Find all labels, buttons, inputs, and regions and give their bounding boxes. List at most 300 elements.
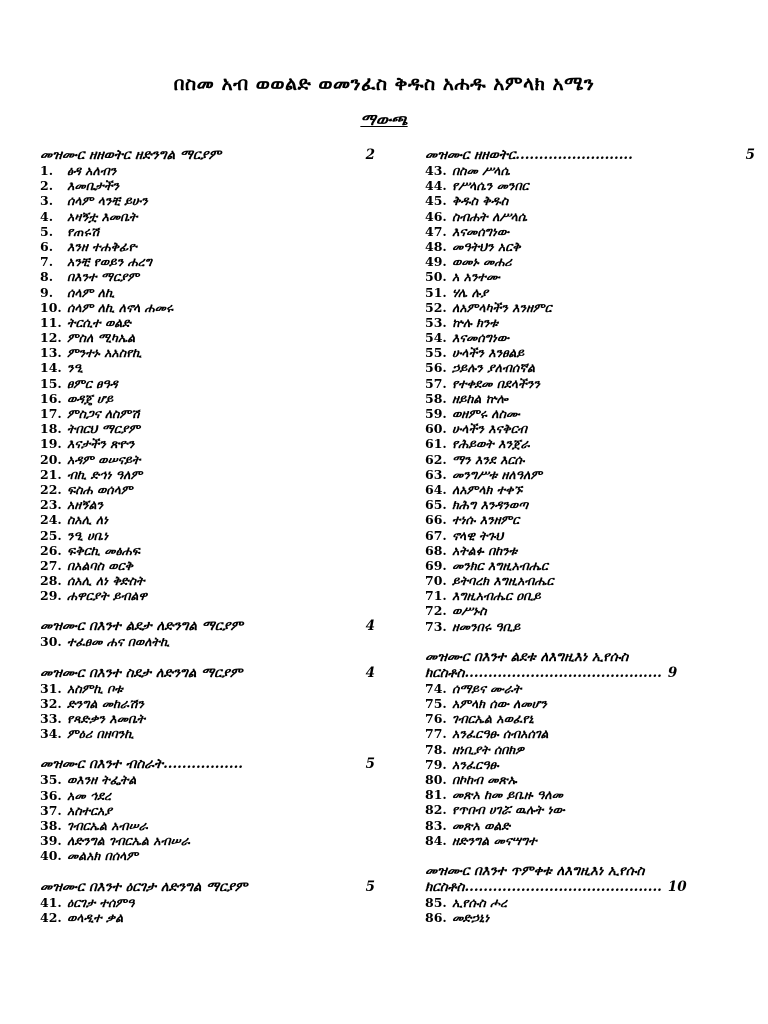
hymn-number: 45.: [425, 193, 447, 209]
hymn-number: 66.: [425, 512, 447, 528]
hymn-entry: [40, 772, 375, 787]
hymn-entry: [40, 224, 375, 239]
section-page-number: 4: [365, 664, 375, 681]
hymn-number: 56.: [425, 360, 447, 376]
hymn-title: በስመ ሥላሴ: [452, 163, 510, 178]
hymn-title: እናመሰግነው: [452, 223, 509, 239]
hymn-entry: [425, 603, 755, 618]
hymn-title: ሃሌ ሉያ: [452, 284, 488, 300]
toc-section: [425, 863, 755, 925]
hymn-list: [425, 681, 755, 848]
hymn-number: 35.: [40, 772, 62, 788]
hymn-title: ዕርገታ ተሰምዓ: [67, 894, 135, 910]
hymn-entry: [40, 269, 375, 284]
hymn-number: 76.: [425, 711, 447, 727]
hymn-entry: [40, 482, 375, 497]
hymn-title: ኖላዊ ትጉህ: [452, 527, 504, 543]
hymn-number: 23.: [40, 497, 62, 513]
hymn-title: አዘኝልን: [67, 497, 104, 513]
hymn-number: 84.: [425, 832, 447, 848]
hymn-number: 48.: [425, 238, 447, 254]
hymn-title: አመ ኅደረ: [67, 787, 111, 803]
hymn-title: አንፈርዓፁ ሰብአሰገል: [452, 726, 549, 742]
hymn-title: ለአምላክ ተቀኙ: [452, 481, 523, 497]
hymn-entry: [40, 254, 375, 269]
hymn-number: 16.: [40, 390, 62, 406]
section-spacer: [40, 741, 375, 756]
hymn-entry: [425, 421, 755, 436]
hymn-number: 12.: [40, 330, 62, 346]
hymn-number: 54.: [425, 330, 447, 346]
hymn-entry: [425, 497, 755, 512]
hymn-entry: [425, 285, 755, 300]
hymn-number: 57.: [425, 375, 447, 391]
hymn-entry: [40, 696, 375, 711]
hymn-entry: [40, 163, 375, 178]
hymn-entry: [425, 315, 755, 330]
hymn-number: 31.: [40, 680, 62, 696]
hymn-number: 37.: [40, 802, 62, 818]
hymn-number: 10.: [40, 299, 62, 315]
hymn-entry: [40, 512, 375, 527]
hymn-entry: [425, 726, 755, 741]
toc-section: [40, 147, 375, 603]
hymn-entry: [425, 742, 755, 757]
section-heading-text: መዝሙር ዘዘወትር.........................: [425, 147, 633, 163]
hymn-title: ኵሉ ክንቱ: [452, 314, 498, 330]
hymn-entry: [425, 163, 755, 178]
hymn-entry: [425, 193, 755, 208]
hymn-entry: [40, 209, 375, 224]
hymn-number: 2.: [40, 178, 54, 194]
section-heading-text: መዝሙር በእንተ ዕርገታ ለድንግል ማርያም: [40, 878, 248, 895]
hymn-title: ሰላም ለኪ ለኖላ ሐመሩ: [67, 299, 174, 315]
hymn-title: ትርሲተ ወልድ: [67, 314, 131, 330]
section-heading-text: መዝሙር በእንተ ስደታ ለድንግል ማርያም: [40, 664, 243, 681]
hymn-list: [40, 163, 375, 603]
hymn-entry: [425, 696, 755, 711]
hymn-number: 7.: [40, 254, 54, 270]
hymn-title: ወላዲተ ቃል: [67, 909, 124, 925]
hymn-title: እግዚአብሔር ዐቢይ: [452, 588, 541, 604]
left-column: [40, 147, 375, 925]
hymn-entry: [425, 452, 755, 467]
hymn-number: 8.: [40, 269, 54, 285]
hymn-number: 81.: [425, 787, 447, 803]
hymn-entry: [425, 391, 755, 406]
hymn-number: 20.: [40, 451, 62, 467]
hymn-entry: [425, 588, 755, 603]
hymn-title: አምላክ ሰው ለመሆን: [452, 696, 547, 711]
hymn-title: አስምኪ ቦቱ: [67, 680, 123, 696]
section-page-number: 5: [745, 147, 755, 163]
hymn-entry: [425, 818, 755, 833]
hymn-entry: [40, 895, 375, 910]
hymn-entry: [425, 512, 755, 527]
hymn-number: 25.: [40, 527, 62, 543]
hymn-number: 17.: [40, 406, 62, 421]
hymn-title: ኢየሱስ ሖረ: [452, 894, 508, 910]
hymn-number: 19.: [40, 436, 62, 452]
hymn-number: 71.: [425, 588, 447, 604]
section-heading: [40, 618, 375, 634]
hymn-entry: [40, 452, 375, 467]
hymn-title: የሥላሴን መንበር: [452, 178, 529, 194]
hymn-title: ሰላም ላንቺ ይሁን: [67, 193, 148, 209]
hymn-entry: [425, 528, 755, 543]
hymn-entry: [40, 910, 375, 925]
section-heading-text: መዝሙር በእንተ ልደቱ ለእግዚእነ ኢየሱስ ክርስቶስ..........................................: [425, 648, 662, 681]
hymn-number: 44.: [425, 178, 447, 194]
hymn-title: አትልፉ በከንቱ: [452, 542, 518, 558]
hymn-number: 51.: [425, 284, 447, 300]
right-column: [425, 147, 755, 925]
hymn-title: ፍቅርኪ መፅሐፍ: [67, 542, 140, 558]
toc-section: [40, 879, 375, 925]
hymn-list: [425, 895, 755, 925]
hymn-entry: [425, 345, 755, 360]
hymn-title: ተነሱ እንዘምር: [452, 512, 520, 528]
hymn-title: ኃይሉን ያለብሰኛል: [452, 360, 536, 376]
hymn-number: 36.: [40, 787, 62, 803]
hymn-title: ድንግል መከራሽን: [67, 695, 144, 711]
hymn-entry: [40, 681, 375, 696]
hymn-title: የተቀደመ በደላችንን: [452, 375, 540, 391]
hymn-number: 50.: [425, 269, 447, 285]
hymn-title: ሰላም ለኪ: [67, 284, 115, 300]
hymn-number: 74.: [425, 680, 447, 696]
hymn-entry: [40, 543, 375, 558]
hymn-entry: [40, 497, 375, 512]
hymn-entry: [425, 224, 755, 239]
hymn-title: መልአክ በሰላም: [67, 848, 139, 864]
hymn-entry: [425, 467, 755, 482]
hymn-entry: [425, 360, 755, 375]
hymn-number: 80.: [425, 771, 447, 787]
hymn-entry: [425, 178, 755, 193]
hymn-title: ሰአሊ ለነ ቅድስት: [67, 573, 145, 589]
hymn-title: ምስለ ሚካኤል: [67, 330, 136, 346]
hymn-number: 53.: [425, 314, 447, 330]
hymn-entry: [425, 209, 755, 224]
hymn-entry: [425, 330, 755, 345]
hymn-number: 14.: [40, 360, 62, 376]
hymn-number: 6.: [40, 238, 54, 254]
section-heading: [40, 879, 375, 895]
hymn-entry: [40, 803, 375, 818]
hymn-list: [40, 895, 375, 925]
hymn-title: ክሕግ እንዳንወጣ: [452, 497, 529, 513]
hymn-number: 3.: [40, 193, 54, 209]
hymn-title: መጽአ ወልድ: [452, 817, 511, 833]
hymn-number: 67.: [425, 527, 447, 543]
hymn-entry: [425, 406, 755, 421]
hymn-title: ሁላችን እንፀልይ: [452, 345, 525, 361]
hymn-title: ስአሊ ለነ: [67, 512, 108, 528]
hymn-entry: [40, 315, 375, 330]
hymn-number: 61.: [425, 436, 447, 452]
hymn-number: 33.: [40, 711, 62, 726]
hymn-title: አንቺ የወይን ሐረግ: [67, 254, 152, 270]
hymn-title: ፍስሐ ወሰላም: [67, 481, 133, 497]
hymn-number: 69.: [425, 557, 447, 573]
toc-section: [425, 147, 755, 634]
hymn-number: 86.: [425, 910, 447, 926]
hymn-number: 18.: [40, 421, 62, 437]
hymn-number: 26.: [40, 542, 62, 558]
hymn-entry: [40, 818, 375, 833]
hymn-number: 40.: [40, 848, 62, 864]
hymn-entry: [40, 330, 375, 345]
hymn-entry: [425, 573, 755, 588]
section-heading-text: መዝሙር ዘዘወትር ዘድንግል ማርያም: [40, 147, 222, 163]
hymn-title: ዘነቢያት ሰበክዎ: [452, 741, 525, 757]
hymn-number: 78.: [425, 741, 447, 757]
hymn-title: አ አንተሙ: [452, 269, 500, 285]
hymn-title: መጽአ ከመ ይቤዙ ዓለመ: [452, 787, 563, 803]
hymn-entry: [40, 788, 375, 803]
hymn-number: 4.: [40, 208, 54, 224]
hymn-title: የጥበብ ሀገሯ ዉሉት ነው: [452, 802, 565, 818]
hymn-entry: [40, 634, 375, 649]
hymn-number: 28.: [40, 573, 62, 589]
hymn-entry: [40, 573, 375, 588]
hymn-number: 46.: [425, 208, 447, 224]
hymn-number: 41.: [40, 894, 62, 910]
hymn-number: 30.: [40, 634, 62, 650]
hymn-number: 13.: [40, 345, 62, 361]
section-heading: [40, 147, 375, 163]
section-heading: [40, 756, 375, 772]
hymn-number: 65.: [425, 497, 447, 513]
hymn-title: ማን እንደ እርሱ: [452, 451, 525, 467]
hymn-title: ለድንግል ገብርኤል አብሠራ: [67, 833, 190, 849]
hymn-number: 72.: [425, 603, 447, 619]
document-title: በስመ አብ ወወልድ ወመንፈስ ቅዱስ አሐዱ አምላክ አሜን: [173, 73, 595, 95]
hymn-title: ፀምር ፀዓዳ: [67, 375, 118, 391]
hymn-number: 22.: [40, 481, 62, 497]
hymn-number: 27.: [40, 557, 62, 573]
hymn-number: 73.: [425, 618, 447, 634]
hymn-number: 79.: [425, 756, 447, 772]
hymn-title: የጠሩሽ: [67, 223, 100, 239]
hymn-title: እናመሰግነው: [452, 330, 509, 346]
hymn-title: ገብርኤል አብሠራ: [67, 817, 148, 833]
section-heading-text: መዝሙር በእንተ ብስራት.................: [40, 756, 243, 773]
hymn-title: ምዕሪ በዘባንኪ: [67, 726, 134, 742]
toc-section: [40, 756, 375, 863]
hymn-number: 70.: [425, 573, 447, 589]
hymn-title: ሁላችን እናቅርብ: [452, 421, 528, 437]
hymn-title: መዓትህን አርቅ: [452, 238, 521, 254]
hymn-number: 15.: [40, 375, 62, 391]
hymn-title: እንዘ ተሐቅፊዮ: [67, 238, 137, 254]
hymn-entry: [40, 239, 375, 254]
section-page-number: 9: [667, 664, 678, 681]
hymn-number: 34.: [40, 726, 62, 742]
hymn-number: 9.: [40, 284, 54, 300]
hymn-entry: [425, 239, 755, 254]
hymn-entry: [40, 360, 375, 375]
hymn-entry: [40, 436, 375, 451]
hymn-entry: [425, 802, 755, 817]
hymn-entry: [40, 421, 375, 436]
hymn-entry: [40, 848, 375, 863]
hymn-title: ንዒ: [67, 360, 83, 376]
hymn-entry: [425, 619, 755, 634]
hymn-list: [425, 163, 755, 634]
hymn-title: ይትባረክ እግዚአብሔር: [452, 573, 554, 589]
hymn-number: 62.: [425, 451, 447, 467]
hymn-list: [40, 772, 375, 863]
hymn-title: ተፈፀመ ሐና በወለትኪ: [67, 634, 170, 650]
section-heading: [425, 863, 755, 895]
hymn-entry: [425, 787, 755, 802]
hymn-entry: [40, 193, 375, 208]
hymn-entry: [40, 406, 375, 421]
hymn-entry: [40, 178, 375, 193]
section-spacer: [425, 634, 755, 649]
hymn-number: 52.: [425, 299, 447, 315]
hymn-title: ሐዋርያት ይብልዋ: [67, 588, 148, 604]
hymn-list: [40, 681, 375, 742]
section-page-number: 2: [365, 147, 375, 163]
hymn-entry: [425, 910, 755, 925]
hymn-entry: [425, 558, 755, 573]
hymn-number: 1.: [40, 163, 54, 178]
hymn-entry: [40, 345, 375, 360]
section-spacer: [40, 864, 375, 879]
hymn-number: 38.: [40, 817, 62, 833]
hymn-number: 64.: [425, 481, 447, 497]
hymn-number: 59.: [425, 406, 447, 421]
toc-section: [40, 665, 375, 742]
hymn-number: 42.: [40, 909, 62, 925]
toc-heading: ማውጫ: [360, 110, 408, 129]
hymn-entry: [425, 376, 755, 391]
hymn-title: በአልባስ ወርቅ: [67, 557, 133, 573]
hymn-title: አዳም ወሠናይት: [67, 451, 141, 467]
hymn-number: 83.: [425, 817, 447, 833]
hymn-title: ገብርኤል አወፈየኒ: [452, 711, 534, 727]
hymn-title: በኮከብ መጽኡ: [452, 771, 517, 787]
hymn-number: 77.: [425, 726, 447, 742]
hymn-title: መድኃኒነ: [452, 910, 490, 926]
hymn-entry: [40, 467, 375, 482]
hymn-title: ምንተኑ አአስየኪ: [67, 345, 142, 361]
hymn-entry: [425, 711, 755, 726]
hymn-title: ትበርህ ማርያም: [67, 421, 140, 437]
hymn-entry: [425, 254, 755, 269]
hymn-title: ወዳጄ ሆይ: [67, 390, 114, 406]
section-heading: [40, 665, 375, 681]
hymn-entry: [40, 528, 375, 543]
hymn-title: ብኪ ድኅነ ዓለም: [67, 466, 143, 482]
hymn-title: መንክር እግዚአብሔር: [452, 557, 548, 573]
hymn-title: ወሥኑስ: [452, 603, 487, 619]
toc-section: [40, 618, 375, 649]
hymn-title: በእንተ ማርያም: [67, 269, 140, 285]
hymn-title: ወዘምሩ ለስሙ: [452, 406, 520, 421]
hymn-entry: [40, 391, 375, 406]
hymn-number: 85.: [425, 894, 447, 910]
hymn-title: የጻድቃን እመቤት: [67, 711, 146, 726]
hymn-number: 29.: [40, 588, 62, 604]
hymn-entry: [425, 833, 755, 848]
hymn-entry: [40, 726, 375, 741]
section-spacer: [40, 603, 375, 618]
hymn-title: አስተርአያ: [67, 802, 112, 818]
section-page-number: 5: [365, 878, 375, 895]
section-heading-text: መዝሙር በእንተ ጥምቀቱ ለእግዚእነ ኢየሱስ ክርስቶስ..........................................: [425, 862, 662, 895]
section-page-number: 5: [365, 756, 375, 773]
hymn-number: 39.: [40, 833, 62, 849]
hymn-title: ስብሐት ለሥላሴ: [452, 208, 528, 224]
hymn-title: ሰማይና ሙራት: [452, 680, 522, 696]
hymn-title: አንፈርዓፁ: [452, 756, 499, 772]
hymn-title: እናታችን ጽዮን: [67, 436, 135, 452]
hymn-number: 47.: [425, 223, 447, 239]
hymn-title: ዘመንበሩ ዓቢይ: [452, 618, 521, 634]
hymn-title: ቅዱስ ቅዱስ: [452, 193, 509, 209]
hymn-title: የሕይወት እንጀራ: [452, 436, 530, 452]
hymn-entry: [425, 543, 755, 558]
hymn-number: 43.: [425, 163, 447, 178]
section-spacer: [40, 650, 375, 665]
hymn-number: 32.: [40, 695, 62, 711]
hymn-title: ንዒ ሀቤነ: [67, 527, 109, 543]
hymn-number: 63.: [425, 466, 447, 482]
hymn-number: 5.: [40, 223, 54, 239]
hymn-entry: [425, 895, 755, 910]
hymn-title: ዘይከል ኵሎ: [452, 390, 508, 406]
section-page-number: 10: [667, 878, 687, 895]
hymn-entry: [425, 772, 755, 787]
hymn-entry: [40, 711, 375, 726]
hymn-entry: [425, 482, 755, 497]
hymn-title: መንግሥቱ ዘለዓለም: [452, 466, 543, 482]
hymn-title: አዛኝቷ እመቤት: [67, 208, 138, 224]
section-heading-text: መዝሙር በእንተ ልደታ ለድንግል ማርያም: [40, 618, 243, 635]
hymn-title: ለአምላካችን እንዘምር: [452, 299, 552, 315]
hymn-entry: [40, 285, 375, 300]
hymn-entry: [40, 376, 375, 391]
hymn-number: 49.: [425, 254, 447, 270]
hymn-entry: [425, 436, 755, 451]
hymn-title: ፅዳ አለብን: [67, 163, 117, 178]
hymn-entry: [40, 588, 375, 603]
hymn-number: 60.: [425, 421, 447, 437]
hymn-title: ወእንዘ ትፌትል: [67, 772, 137, 788]
hymn-title: እመቤታችን: [67, 178, 120, 194]
hymn-entry: [425, 681, 755, 696]
hymn-entry: [40, 833, 375, 848]
hymn-entry: [425, 757, 755, 772]
hymn-title: ዘድንግል መናሣግተ: [452, 832, 537, 848]
hymn-title: ምስጋና ለስምሽ: [67, 406, 140, 421]
hymn-entry: [425, 300, 755, 315]
hymn-number: 21.: [40, 466, 62, 482]
hymn-number: 58.: [425, 390, 447, 406]
section-spacer: [425, 848, 755, 863]
section-page-number: 4: [365, 618, 375, 635]
hymn-entry: [40, 300, 375, 315]
hymn-list: [40, 634, 375, 649]
hymn-number: 68.: [425, 542, 447, 558]
hymn-title: ወመኑ መሐሪ: [452, 254, 512, 270]
hymn-number: 55.: [425, 345, 447, 361]
section-heading: [425, 649, 755, 681]
